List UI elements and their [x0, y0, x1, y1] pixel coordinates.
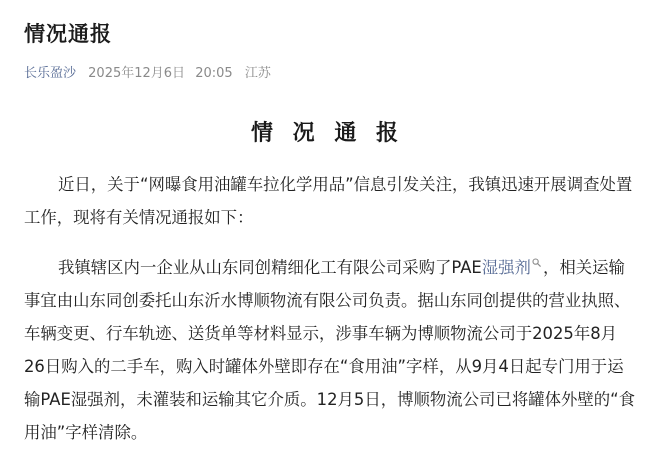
- publish-date: 2025年12月6日: [88, 66, 186, 81]
- article-title: 情况通报: [24, 22, 112, 46]
- publish-time: 20:05: [195, 66, 233, 81]
- paragraph-details-text-end: ，相关运输事宜由山东同创委托山东沂水博顺物流有限公司负责。据山东同创提供的营业执照、车辆变更、行车轨迹、送货单等材料显示，涉事车辆为博顺物流公司于2025年8月26日购入的二手车，购入时罐体外壁即存在“食用油”字样，从9月4日起专门用于运输PAE湿强剂，未灌装和运输其它介质。12月5日，博顺物流公司已将罐体外壁的“食用油”字样清除。: [24, 258, 636, 442]
- search-term-link[interactable]: 湿强剂: [481, 258, 531, 277]
- paragraph-intro: 近日，关于“网曝食用油罐车拉化学用品”信息引发关注，我镇迅速开展调查处置工作，现将有关情况通报如下：: [24, 175, 633, 227]
- publish-location: 江苏: [244, 66, 271, 81]
- article-meta: [24, 62, 271, 81]
- author-link[interactable]: 长乐盈沙: [24, 66, 77, 81]
- paragraph-details: [24, 251, 636, 449]
- paragraph-details-text-start: 我镇辖区内一企业从山东同创精细化工有限公司采购了PAE: [58, 258, 482, 277]
- search-icon[interactable]: [532, 258, 541, 267]
- notice-heading: 情 况 通 报: [251, 121, 404, 146]
